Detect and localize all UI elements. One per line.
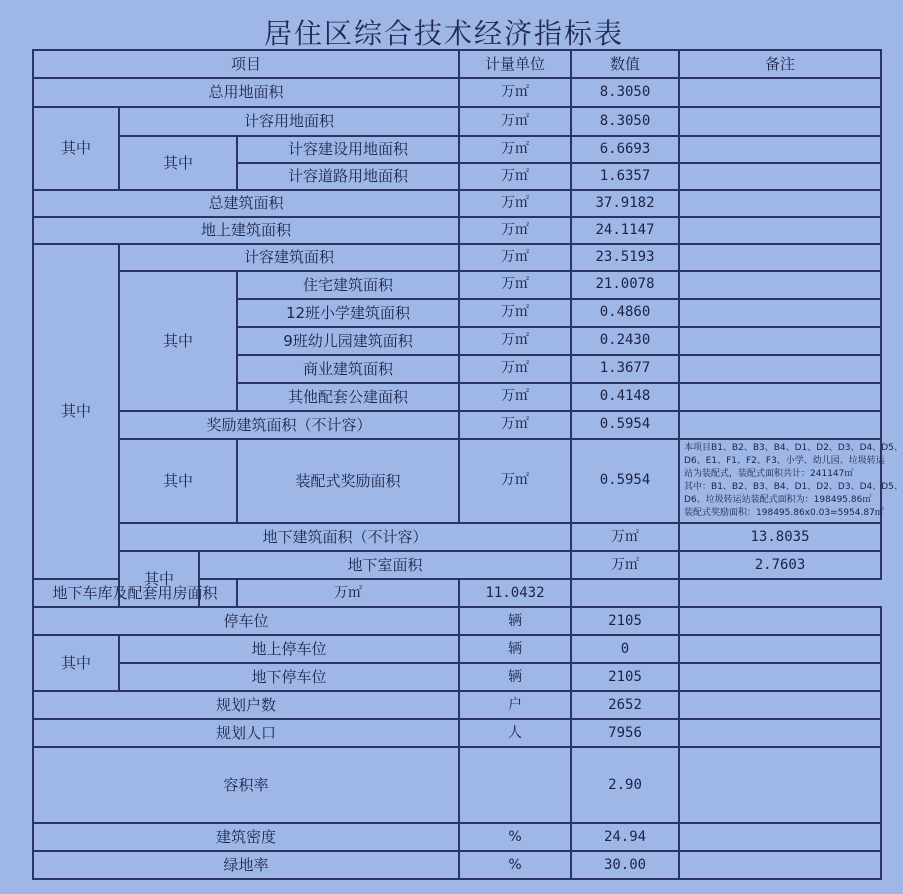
table-row bbox=[33, 107, 881, 136]
row-label: 12班小学建筑面积 bbox=[237, 299, 459, 327]
row-remark bbox=[571, 579, 679, 607]
group-label: 其中 bbox=[33, 107, 119, 190]
row-remark bbox=[679, 411, 881, 439]
row-unit: 辆 bbox=[459, 607, 571, 635]
group-label: 其中 bbox=[33, 244, 119, 579]
row-unit: 万㎡ bbox=[459, 299, 571, 327]
row-value: 2652 bbox=[571, 691, 679, 719]
table-row bbox=[33, 607, 881, 635]
note-line: 装配式奖励面积：198495.86x0.03=5954.87㎡ bbox=[684, 508, 884, 519]
table-row bbox=[33, 719, 881, 747]
row-remark bbox=[679, 190, 881, 217]
row-label: 地下停车位 bbox=[119, 663, 459, 691]
row-value: 11.0432 bbox=[459, 579, 571, 607]
table-row bbox=[33, 851, 881, 879]
table-row bbox=[33, 523, 881, 551]
row-unit: 万㎡ bbox=[459, 163, 571, 190]
row-value: 6.6693 bbox=[571, 136, 679, 163]
row-value: 0.5954 bbox=[571, 439, 679, 523]
row-label: 住宅建筑面积 bbox=[237, 271, 459, 299]
row-value: 2.90 bbox=[571, 747, 679, 823]
row-unit: 万㎡ bbox=[571, 523, 679, 551]
row-remark bbox=[679, 355, 881, 383]
row-value: 24.1147 bbox=[571, 217, 679, 244]
row-label: 地下建筑面积（不计容） bbox=[119, 523, 571, 551]
row-unit: 万㎡ bbox=[459, 136, 571, 163]
header-remark: 备注 bbox=[679, 50, 881, 78]
table-row bbox=[33, 691, 881, 719]
row-remark bbox=[679, 635, 881, 663]
row-label: 地上建筑面积 bbox=[33, 217, 459, 244]
row-unit bbox=[459, 747, 571, 823]
row-value: 0.5954 bbox=[571, 411, 679, 439]
note-line: D6、垃圾转运站装配式面积为：198495.86㎡ bbox=[684, 495, 872, 506]
row-label: 装配式奖励面积 bbox=[237, 439, 459, 523]
row-value: 1.6357 bbox=[571, 163, 679, 190]
table-row bbox=[33, 551, 881, 579]
row-value: 37.9182 bbox=[571, 190, 679, 217]
row-value: 21.0078 bbox=[571, 271, 679, 299]
table-header-row bbox=[33, 50, 881, 78]
row-unit: 万㎡ bbox=[459, 271, 571, 299]
row-remark bbox=[679, 327, 881, 355]
page-title: 居住区综合技术经济指标表 bbox=[263, 17, 624, 50]
row-unit: 万㎡ bbox=[237, 579, 459, 607]
table-row bbox=[33, 411, 881, 439]
row-value: 2.7603 bbox=[679, 551, 881, 579]
group-label: 其中 bbox=[33, 635, 119, 691]
row-unit: 户 bbox=[459, 691, 571, 719]
row-label: 地下室面积 bbox=[199, 551, 571, 579]
row-label: 奖励建筑面积（不计容） bbox=[119, 411, 459, 439]
row-value: 1.3677 bbox=[571, 355, 679, 383]
row-label: 建筑密度 bbox=[33, 823, 459, 851]
row-remark bbox=[679, 719, 881, 747]
row-remark bbox=[679, 107, 881, 136]
table-row bbox=[33, 823, 881, 851]
row-unit: 万㎡ bbox=[459, 327, 571, 355]
row-label: 规划人口 bbox=[33, 719, 459, 747]
table-row bbox=[33, 439, 881, 523]
row-value: 0 bbox=[571, 635, 679, 663]
row-label: 计容用地面积 bbox=[119, 107, 459, 136]
row-label: 绿地率 bbox=[33, 851, 459, 879]
row-value: 8.3050 bbox=[571, 107, 679, 136]
row-remark bbox=[679, 78, 881, 107]
row-unit: 万㎡ bbox=[459, 107, 571, 136]
row-label: 地上停车位 bbox=[119, 635, 459, 663]
row-unit: 万㎡ bbox=[459, 411, 571, 439]
note-line: D6、E1、F1、F2、F3、小学、幼儿园、垃圾转运 bbox=[684, 456, 885, 467]
group-label: 其中 bbox=[119, 551, 199, 607]
row-value: 7956 bbox=[571, 719, 679, 747]
row-value: 0.4148 bbox=[571, 383, 679, 411]
row-remark bbox=[679, 244, 881, 271]
row-unit: 万㎡ bbox=[459, 78, 571, 107]
row-unit: % bbox=[459, 851, 571, 879]
row-remark bbox=[679, 271, 881, 299]
note-line: 其中：B1、B2、B3、B4、D1、D2、D3、D4、D5、 bbox=[684, 482, 903, 493]
header-item: 项目 bbox=[33, 50, 459, 78]
row-unit: 万㎡ bbox=[459, 439, 571, 523]
table-row bbox=[33, 217, 881, 244]
row-remark bbox=[679, 663, 881, 691]
row-label: 容积率 bbox=[33, 747, 459, 823]
row-remark bbox=[679, 823, 881, 851]
row-label: 9班幼儿园建筑面积 bbox=[237, 327, 459, 355]
group-label: 其中 bbox=[119, 136, 237, 190]
row-remark bbox=[679, 607, 881, 635]
row-label: 计容建设用地面积 bbox=[237, 136, 459, 163]
row-label: 停车位 bbox=[33, 607, 459, 635]
row-unit: 辆 bbox=[459, 635, 571, 663]
row-label: 地下车库及配套用房面积 bbox=[33, 579, 237, 607]
row-label: 总用地面积 bbox=[33, 78, 459, 107]
group-label: 其中 bbox=[119, 439, 237, 523]
row-value: 13.8035 bbox=[679, 523, 881, 551]
row-unit: % bbox=[459, 823, 571, 851]
table-row bbox=[33, 190, 881, 217]
row-remark bbox=[679, 217, 881, 244]
row-unit: 万㎡ bbox=[459, 244, 571, 271]
row-value: 23.5193 bbox=[571, 244, 679, 271]
row-unit: 万㎡ bbox=[459, 217, 571, 244]
table-row bbox=[33, 635, 881, 663]
row-unit: 人 bbox=[459, 719, 571, 747]
row-value: 0.2430 bbox=[571, 327, 679, 355]
row-label: 总建筑面积 bbox=[33, 190, 459, 217]
header-value: 数值 bbox=[571, 50, 679, 78]
row-unit: 万㎡ bbox=[459, 190, 571, 217]
row-remark-note bbox=[679, 439, 903, 523]
table-row bbox=[33, 271, 881, 299]
row-remark bbox=[679, 136, 881, 163]
row-unit: 万㎡ bbox=[459, 383, 571, 411]
row-value: 8.3050 bbox=[571, 78, 679, 107]
row-unit: 万㎡ bbox=[459, 355, 571, 383]
table-row bbox=[33, 244, 881, 271]
header-unit: 计量单位 bbox=[459, 50, 571, 78]
row-label: 商业建筑面积 bbox=[237, 355, 459, 383]
row-label: 规划户数 bbox=[33, 691, 459, 719]
row-value: 24.94 bbox=[571, 823, 679, 851]
group-label: 其中 bbox=[119, 271, 237, 411]
row-value: 2105 bbox=[571, 663, 679, 691]
row-label: 计容建筑面积 bbox=[119, 244, 459, 271]
table-row bbox=[33, 663, 881, 691]
row-label: 其他配套公建面积 bbox=[237, 383, 459, 411]
row-remark bbox=[679, 851, 881, 879]
table-row bbox=[33, 747, 881, 823]
row-unit: 辆 bbox=[459, 663, 571, 691]
row-label: 计容道路用地面积 bbox=[237, 163, 459, 190]
row-remark bbox=[679, 691, 881, 719]
note-line: 站为装配式，装配式面积共计：241147㎡ bbox=[684, 469, 854, 480]
note-line: 本项目B1、B2、B3、B4、D1、D2、D3、D4、D5、 bbox=[684, 443, 903, 453]
row-remark bbox=[679, 163, 881, 190]
row-unit: 万㎡ bbox=[571, 551, 679, 579]
table-row bbox=[33, 579, 881, 607]
row-remark bbox=[679, 299, 881, 327]
table-row bbox=[33, 136, 881, 163]
row-value: 2105 bbox=[571, 607, 679, 635]
row-remark bbox=[679, 383, 881, 411]
table-row bbox=[33, 78, 881, 107]
row-value: 30.00 bbox=[571, 851, 679, 879]
indicator-table bbox=[32, 49, 903, 880]
row-remark bbox=[679, 747, 881, 823]
row-value: 0.4860 bbox=[571, 299, 679, 327]
